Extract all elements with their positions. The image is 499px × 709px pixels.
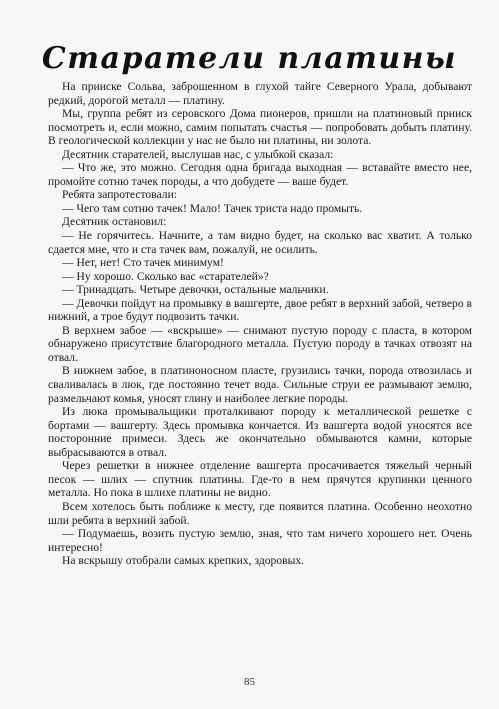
chapter-title: Старатели платины: [41, 41, 458, 76]
paragraph: — Тринадцать. Четыре девочки, остальные мальчики.: [62, 283, 329, 297]
paragraph: — Нет, нет! Сто тачек минимум!: [62, 256, 224, 270]
paragraph: Ребята запротестовали:: [62, 188, 177, 202]
paragraph: — Подумаешь, возить пустую землю, зная, что там ничего хорошего нет. Очень интересно!: [48, 527, 472, 554]
article-body: [48, 80, 472, 568]
paragraph: На прииске Сольва, заброшенном в глухой тайге Северного Урала, добывают редкий, дорогой металл — платину.: [48, 80, 472, 107]
paragraph: Всем хотелось быть поближе к месту, где появится платина. Особенно неохотно шли ребята в верхний забой.: [48, 499, 472, 527]
paragraph: В нижнем забое, в платиноносном пласте, грузились тачки, порода отвозилась и сваливалась в люк, где постоянно течет вода. Сильные струи ее размывают землю, размельчают комья, уносят глину и наиболее легкие породы.: [48, 364, 472, 405]
paragraph: В верхнем забое — «вскрыше» — снимают пустую породу с пласта, в котором обнаружено присутствие благородного металла. Пустую породу в тачках отвозят на отвал.: [48, 323, 472, 364]
paragraph: — Ну хорошо. Сколько вас «старателей»?: [62, 269, 269, 283]
paragraph: На вскрышу отобрали самых крепких, здоровых.: [62, 554, 305, 568]
paragraph: — Чего там сотню тачек! Мало! Тачек триста надо промыть.: [62, 201, 363, 215]
paragraph: — Девочки пойдут на промывку в вашгерте, двое ребят в верхний забой, четверо в нижний, а трое будут подвозить тачки.: [48, 296, 472, 324]
paragraph: — Не горячитесь. Начните, а там видно будет, на сколько вас хватит. А только сдается мне, что и ста тачек вам, пожалуй, не осилить.: [48, 229, 472, 256]
paragraph: Мы, группа ребят из серовского Дома пионеров, пришли на платиновый прииск посмотреть и, если можно, самим попытать счастья — попробовать добыть платину. В геологической коллекции у нас не было ни платины, ни золота.: [48, 107, 472, 148]
paragraph: Через решетки в нижнее отделение вашгерта просачивается тяжелый черный песок — шлих — спутник платины. Где-то в нем прячутся крупинки ценного металла. Но пока в шлихе платины не видно.: [48, 459, 472, 500]
paragraph: Из люка промывальщики проталкивают породу к металлической решетке с бортами — вашгерту. Здесь промывка кончается. Из вашгерта водой уносятся все посторонние примеси. Здесь же окончательно обмываются камни, которые выбрасываются в отвал.: [48, 405, 472, 459]
paragraph: — Что же, это можно. Сегодня одна бригада выходная — вставайте вместо нее, промойте сотню тачек породы, а что добудете — ваше будет.: [48, 161, 472, 188]
paragraph: Десятник остановил:: [62, 215, 167, 229]
paragraph: Десятник старателей, выслушав нас, с улыбкой сказал:: [62, 147, 334, 161]
page-number: 85: [244, 676, 255, 688]
